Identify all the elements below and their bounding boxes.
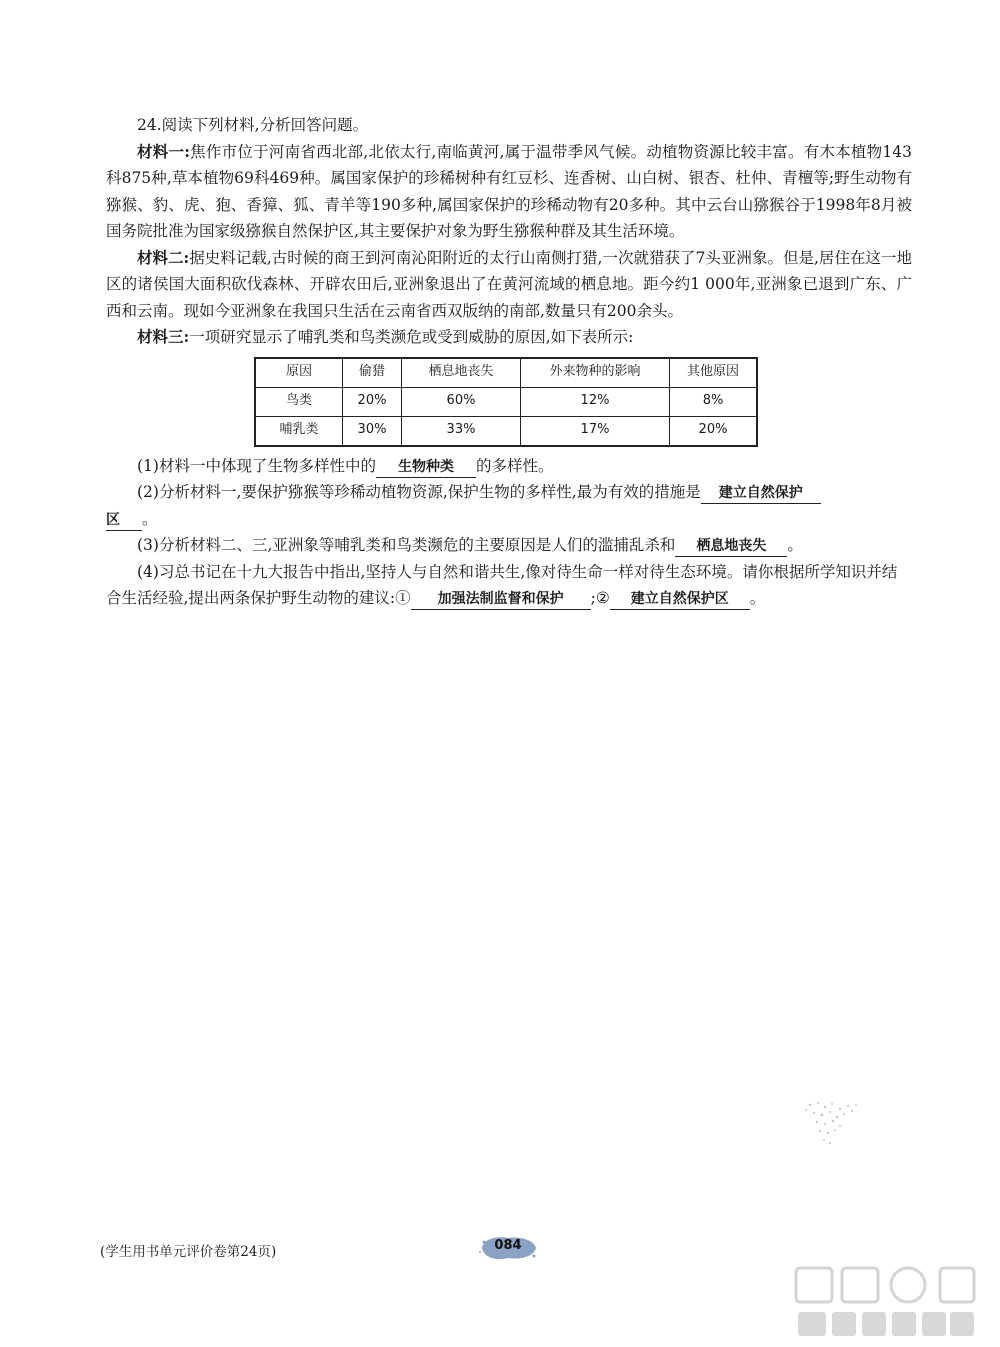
answer-blank-3: 栖息地丧失 — [675, 536, 787, 557]
subquestion-3 — [106, 532, 912, 559]
material-three-text: 一项研究显示了哺乳类和鸟类濒危或受到威胁的原因,如下表所示: — [189, 328, 634, 346]
answer-blank-2a: 建立自然保护 — [701, 483, 821, 504]
answer-blank-2b: 区 — [106, 510, 142, 531]
subquestion-2-suffix: 。 — [142, 509, 158, 528]
material-one-label: 材料一: — [137, 141, 190, 161]
subquestion-4-prompt: (4)习总书记在十九大报告中指出,坚持人与自然和谐共生,像对待生命一样对待生态环境。请你根据所学知识并结合生活经验,提出两条保护野生动物的建议:① — [106, 562, 898, 607]
table-cell: 33% — [402, 416, 521, 446]
table-cell: 17% — [521, 416, 670, 446]
table-header-cell: 外来物种的影响 — [521, 358, 670, 388]
table-header-cell: 原因 — [255, 358, 343, 388]
table-cell: 鸟类 — [255, 387, 343, 416]
table-row — [255, 387, 757, 416]
material-three — [106, 324, 912, 351]
scan-speckle — [770, 1095, 870, 1155]
answer-blank-4b: 建立自然保护区 — [610, 589, 750, 610]
subquestion-4 — [106, 559, 912, 612]
subquestion-2 — [106, 479, 912, 532]
question-title: 24.阅读下列材料,分析回答问题。 — [137, 116, 369, 134]
table-cell: 20% — [670, 416, 758, 446]
table-cell: 20% — [343, 387, 402, 416]
subquestion-3-suffix: 。 — [787, 536, 803, 554]
table-header-row — [255, 358, 757, 388]
table-cell: 12% — [521, 387, 670, 416]
site-watermark-logo — [790, 1262, 980, 1342]
table-header-cell: 其他原因 — [670, 358, 758, 388]
question-block — [106, 112, 912, 612]
subquestion-3-prompt: (3)分析材料二、三,亚洲象等哺乳类和鸟类濒危的主要原因是人们的滥捕乱杀和 — [137, 536, 676, 554]
page-number: 084 — [494, 1238, 522, 1253]
table-header-cell: 栖息地丧失 — [402, 358, 521, 388]
subquestion-1 — [106, 453, 912, 480]
table-row — [255, 416, 757, 446]
table-cell: 30% — [343, 416, 402, 446]
answer-blank-1: 生物种类 — [376, 457, 476, 478]
table-cell: 8% — [670, 387, 758, 416]
threat-causes-table — [254, 357, 758, 447]
subquestion-4-suffix: 。 — [749, 589, 766, 607]
material-two-text: 据史料记载,古时候的商王到河南沁阳附近的太行山南侧打猎,一次就猎获了7头亚洲象。但是,居住在这一地区的诸侯国大面积砍伐森林、开辟农田后,亚洲象退出了在黄河流域的栖息地。距今约1 000年,亚洲象已退到广东、广西和云南。现如今亚洲象在我国只生活在云南省西双版纳的南部,数量只有200余头。 — [106, 248, 912, 320]
material-two-label: 材料二: — [137, 247, 190, 267]
subquestion-1-prompt: (1)材料一中体现了生物多样性中的 — [137, 456, 376, 475]
material-one — [106, 139, 912, 245]
footer-note: (学生用书单元评价卷第24页) — [100, 1244, 277, 1260]
table-header-cell: 偷猎 — [343, 358, 402, 388]
page-number-badge — [478, 1234, 538, 1262]
answer-blank-4a: 加强法制监督和保护 — [411, 589, 591, 610]
subquestion-1-suffix: 的多样性。 — [475, 456, 554, 475]
material-two — [106, 245, 912, 325]
table-cell: 60% — [402, 387, 521, 416]
material-three-label: 材料三: — [137, 327, 190, 346]
subquestion-4-separator: ;② — [590, 589, 610, 607]
subquestion-2-prompt: (2)分析材料一,要保护猕猴等珍稀动植物资源,保护生物的多样性,最为有效的措施是 — [137, 483, 701, 501]
table-cell: 哺乳类 — [255, 416, 343, 446]
material-one-text: 焦作市位于河南省西北部,北依太行,南临黄河,属于温带季风气候。动植物资源比较丰富。有木本植物143科875种,草本植物69科469种。属国家保护的珍稀树种有红豆杉、连香树、山白树、银杏、杜仲、青檀等;野生动物有猕猴、豹、虎、狍、香獐、狐、青羊等190多种,属国家保护的珍稀动物有20多种。其中云台山猕猴谷于1998年8月被国务院批准为国家级猕猴自然保护区,其主要保护对象为野生猕猴种群及其生活环境。 — [106, 142, 912, 240]
